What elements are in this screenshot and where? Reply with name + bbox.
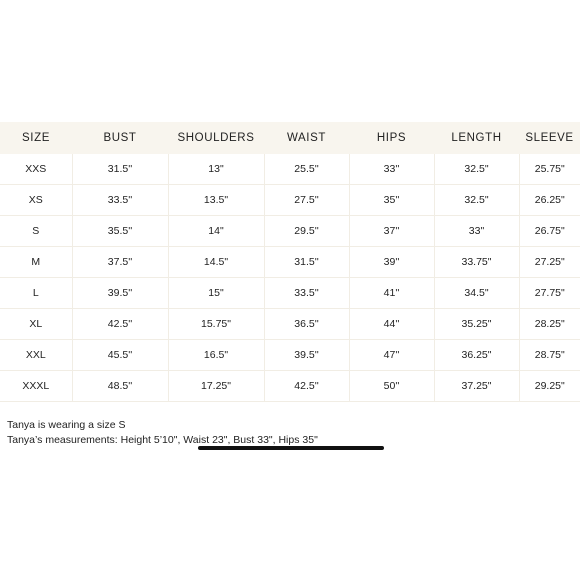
cell-size: XS xyxy=(0,185,72,216)
cell-shoulders: 15" xyxy=(168,278,264,309)
cell-hips: 50'' xyxy=(349,371,434,402)
cell-sleeve: 28.25" xyxy=(519,309,580,340)
table-row xyxy=(0,340,580,371)
cell-size: XL xyxy=(0,309,72,340)
cell-waist: 27.5'' xyxy=(264,185,349,216)
table-row xyxy=(0,247,580,278)
cell-sleeve: 27.75" xyxy=(519,278,580,309)
cell-sleeve: 27.25" xyxy=(519,247,580,278)
column-header-sleeve: SLEEVE xyxy=(525,132,574,144)
cell-waist: 39.5'' xyxy=(264,340,349,371)
table-row xyxy=(0,371,580,402)
cell-length: 33" xyxy=(434,216,519,247)
cell-length: 32.5" xyxy=(434,185,519,216)
table-row xyxy=(0,309,580,340)
cell-size: XXS xyxy=(0,154,72,185)
size-chart-table xyxy=(0,122,580,402)
column-header-shoulders: SHOULDERS xyxy=(177,132,255,144)
cell-hips: 44'' xyxy=(349,309,434,340)
cell-hips: 39'' xyxy=(349,247,434,278)
table-row xyxy=(0,185,580,216)
table-row xyxy=(0,216,580,247)
cell-bust: 42.5'' xyxy=(72,309,168,340)
column-header-length: LENGTH xyxy=(451,132,502,144)
table-header xyxy=(0,122,580,154)
cell-shoulders: 14" xyxy=(168,216,264,247)
cell-sleeve: 28.75" xyxy=(519,340,580,371)
model-measurements-note: Tanya’s measurements: Height 5’10", Waist 23", Bust 33", Hips 35" xyxy=(7,434,318,446)
cell-bust: 33.5'' xyxy=(72,185,168,216)
cell-length: 35.25" xyxy=(434,309,519,340)
cell-length: 34.5" xyxy=(434,278,519,309)
cell-bust: 39.5'' xyxy=(72,278,168,309)
cell-hips: 37'' xyxy=(349,216,434,247)
cell-length: 33.75" xyxy=(434,247,519,278)
table-row xyxy=(0,278,580,309)
cell-size: L xyxy=(0,278,72,309)
cell-length: 37.25" xyxy=(434,371,519,402)
cell-bust: 37.5'' xyxy=(72,247,168,278)
column-header-bust: BUST xyxy=(103,132,137,144)
cell-shoulders: 15.75" xyxy=(168,309,264,340)
cell-bust: 45.5'' xyxy=(72,340,168,371)
cell-bust: 48.5'' xyxy=(72,371,168,402)
cell-size: M xyxy=(0,247,72,278)
column-header-hips: HIPS xyxy=(376,132,407,144)
cell-waist: 25.5'' xyxy=(264,154,349,185)
cell-shoulders: 14.5" xyxy=(168,247,264,278)
cell-waist: 33.5'' xyxy=(264,278,349,309)
cell-waist: 36.5'' xyxy=(264,309,349,340)
cell-size: S xyxy=(0,216,72,247)
cell-shoulders: 13" xyxy=(168,154,264,185)
cell-hips: 35'' xyxy=(349,185,434,216)
column-header-size: SIZE xyxy=(22,132,50,144)
column-header-waist: WAIST xyxy=(287,132,326,144)
cell-sleeve: 26.25" xyxy=(519,185,580,216)
cell-hips: 41'' xyxy=(349,278,434,309)
cell-shoulders: 13.5" xyxy=(168,185,264,216)
cell-bust: 35.5'' xyxy=(72,216,168,247)
cell-waist: 31.5'' xyxy=(264,247,349,278)
cell-hips: 47'' xyxy=(349,340,434,371)
cell-size: XXXL xyxy=(0,371,72,402)
cell-bust: 31.5'' xyxy=(72,154,168,185)
cell-waist: 29.5'' xyxy=(264,216,349,247)
cell-sleeve: 29.25" xyxy=(519,371,580,402)
cell-length: 36.25" xyxy=(434,340,519,371)
cell-waist: 42.5'' xyxy=(264,371,349,402)
cell-sleeve: 26.75" xyxy=(519,216,580,247)
table-row xyxy=(0,154,580,185)
cell-shoulders: 16.5" xyxy=(168,340,264,371)
header-row xyxy=(0,122,580,154)
table-body xyxy=(0,154,580,402)
horizontal-scrollbar[interactable] xyxy=(198,446,384,450)
model-size-note: Tanya is wearing a size S xyxy=(7,419,126,431)
cell-length: 32.5" xyxy=(434,154,519,185)
cell-hips: 33'' xyxy=(349,154,434,185)
cell-sleeve: 25.75" xyxy=(519,154,580,185)
cell-shoulders: 17.25" xyxy=(168,371,264,402)
cell-size: XXL xyxy=(0,340,72,371)
